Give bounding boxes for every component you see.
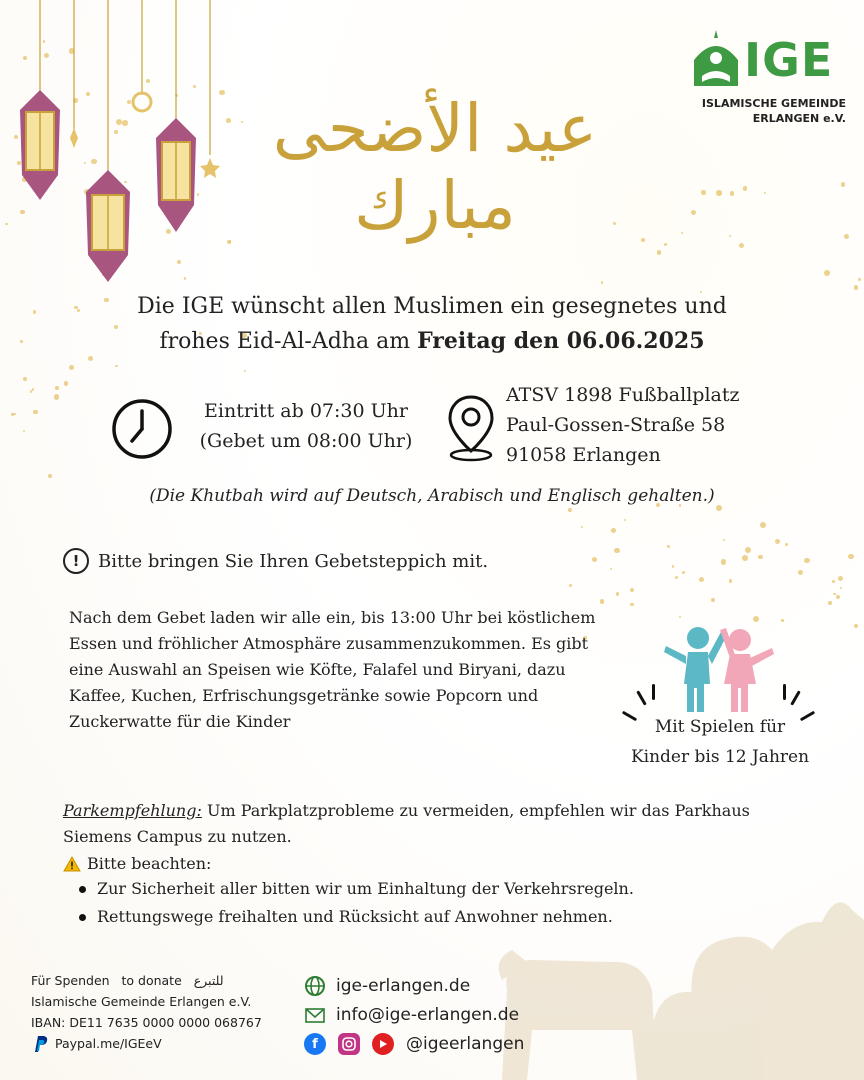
sparkle-dot — [244, 370, 246, 372]
donate-label-de: Für Spenden — [31, 973, 110, 988]
paypal-link[interactable]: Paypal.me/IGEeV — [55, 1036, 162, 1051]
sparkle-dot — [675, 576, 679, 580]
sparkle-dot — [844, 234, 849, 239]
sparkle-dot — [611, 528, 616, 533]
kids-games-note — [615, 712, 825, 772]
sparkle-dot — [630, 603, 633, 606]
children-icon — [660, 622, 780, 714]
sparkle-dot — [758, 555, 762, 559]
website-link[interactable]: ige-erlangen.de — [336, 976, 471, 996]
eid-mubarak-arabic: عيد الأضحى مبارك — [272, 90, 598, 244]
sparkle-dot — [781, 619, 784, 622]
rules-list — [75, 875, 634, 931]
headline — [60, 290, 804, 359]
sparkle-dot — [721, 559, 727, 565]
sparkle-dot — [804, 558, 810, 564]
sparkle-dot — [624, 519, 626, 521]
entry-time: Eintritt ab 07:30 Uhr — [204, 400, 408, 422]
sparkle-dot — [739, 243, 744, 248]
sparkle-dot — [48, 474, 52, 478]
website-row — [304, 972, 524, 1000]
logo-org-line2: ERLANGEN e.V. — [752, 112, 846, 125]
sparkle-dot — [729, 579, 732, 582]
sparkle-dot — [664, 243, 667, 246]
prayer-mat-reminder — [63, 545, 488, 577]
email-row — [304, 1001, 524, 1029]
donate-label-ar: للتبرع — [193, 973, 224, 988]
youtube-icon[interactable] — [372, 1033, 394, 1055]
invitation-paragraph: Nach dem Gebet laden wir alle ein, bis 13:00 Uhr bei köstlichem Essen und fröhlicher Atmosphäre zusammenzukommen. Es gibt eine Auswahl an Speisen wie Köfte, Falafel und Biryani, dazu Kaffee, Kuchen, Erfrischungsgetränke sowie Popcorn und Zuckerwatte für die Kinder — [69, 608, 596, 731]
parking-recommendation — [63, 798, 803, 850]
mail-icon — [304, 1004, 326, 1026]
sparkle-dot — [841, 182, 845, 186]
sparkle-dot — [764, 192, 766, 194]
social-handle[interactable]: @igeerlangen — [406, 1034, 525, 1054]
facebook-icon[interactable]: f — [304, 1033, 326, 1055]
sparkle-dot — [115, 365, 117, 367]
sparkle-dot — [69, 365, 74, 370]
headline-line1: Die IGE wünscht allen Muslimen ein gesegnetes und — [137, 294, 727, 319]
sparkle-dot — [569, 584, 572, 587]
paypal-row — [31, 1033, 301, 1054]
headline-line2 — [60, 324, 804, 359]
iban: IBAN: DE11 7635 0000 0000 068767 — [31, 1015, 262, 1030]
donate-org: Islamische Gemeinde Erlangen e.V. — [31, 994, 252, 1009]
logo-org-name — [686, 96, 846, 126]
sparkle-dot — [30, 390, 32, 392]
attention-note — [63, 851, 211, 877]
mosque-book-logo-icon — [686, 28, 746, 88]
sparkle-dot — [667, 545, 670, 548]
sparkle-dot — [729, 235, 731, 237]
sparkle-dot — [64, 381, 69, 386]
time-info — [190, 396, 422, 456]
sparkle-dot — [854, 285, 859, 290]
sparkle-dot — [723, 539, 725, 541]
sparkle-dot — [699, 577, 704, 582]
prayer-time: (Gebet um 08:00 Uhr) — [199, 430, 413, 452]
sparkle-dot — [568, 508, 571, 511]
sparkle-dot — [742, 555, 748, 561]
sparkle-dot — [785, 543, 788, 546]
kids-line2: Kinder bis 12 Jahren — [630, 747, 810, 767]
venue-name: ATSV 1898 Fußballplatz — [506, 384, 740, 406]
sparkle-dot — [760, 522, 766, 528]
burst-mark — [636, 690, 647, 705]
headline-line2-prefix: frohes Eid-Al-Adha am — [159, 329, 418, 354]
warning-icon — [63, 856, 81, 872]
sparkle-dot — [854, 624, 858, 628]
sparkle-dot — [828, 601, 832, 605]
sparkle-dot — [55, 386, 58, 389]
email-link[interactable]: info@ige-erlangen.de — [336, 1005, 520, 1025]
sparkle-dot — [23, 377, 27, 381]
kids-line1: Mit Spielen für — [654, 717, 786, 737]
attention-text: Bitte beachten: — [87, 854, 212, 873]
sparkle-dot — [681, 232, 683, 234]
sparkle-dot — [33, 410, 38, 415]
sparkle-dot — [614, 548, 619, 553]
sparkle-dot — [798, 570, 803, 575]
sparkle-dot — [743, 186, 747, 190]
reminder-text: Bitte bringen Sie Ihren Gebetsteppich mit. — [98, 550, 489, 572]
social-row — [304, 1030, 524, 1058]
globe-icon — [304, 975, 326, 997]
sparkle-dot — [657, 250, 661, 254]
sparkle-dot — [716, 190, 721, 195]
donation-info — [31, 970, 301, 1054]
sparkle-dot — [701, 190, 705, 194]
donate-label-en: to donate — [121, 973, 182, 988]
logo-letters: IGE — [744, 33, 834, 87]
sparkle-dot — [682, 571, 685, 574]
khutbah-note: (Die Khutbah wird auf Deutsch, Arabisch und Englisch gehalten.) — [149, 486, 715, 506]
location-info — [506, 380, 806, 470]
sparkle-dot — [610, 568, 612, 570]
logo-org-line1: ISLAMISCHE GEMEINDE — [701, 97, 846, 110]
burst-mark — [790, 690, 801, 705]
donate-label-row — [31, 970, 301, 991]
sparkle-dot — [848, 554, 854, 560]
sparkle-dot — [592, 557, 598, 563]
lantern-icon — [20, 90, 60, 200]
map-pin-icon — [446, 393, 496, 463]
sparkle-dot — [616, 592, 620, 596]
ige-logo — [686, 28, 846, 138]
venue-street: Paul-Gossen-Straße 58 — [506, 414, 726, 436]
eid-calligraphy — [225, 75, 645, 244]
sparkle-dot — [836, 595, 840, 599]
headline-date: Freitag den 06.06.2025 — [417, 328, 705, 354]
sparkle-dot — [832, 580, 836, 584]
parking-label: Parkempfehlung: — [63, 801, 202, 820]
list-item: Zur Sicherheit aller bitten wir um Einhaltung der Verkehrsregeln. — [75, 875, 634, 903]
burst-mark — [783, 684, 786, 700]
sparkle-dot — [730, 191, 735, 196]
instagram-icon[interactable] — [338, 1033, 360, 1055]
sparkle-dot — [600, 599, 604, 603]
sparkle-dot — [32, 388, 34, 390]
sparkle-dot — [711, 598, 715, 602]
sparkle-dot — [54, 394, 60, 400]
clock-icon — [110, 397, 174, 461]
sparkle-dot — [679, 616, 681, 618]
parking-text: Um Parkplatzprobleme zu vermeiden, empfehlen wir das Parkhaus Siemens Campus zu nutzen. — [63, 801, 750, 846]
sparkle-dot — [601, 281, 604, 284]
sparkle-dot — [824, 270, 830, 276]
sparkle-dot — [691, 210, 697, 216]
sparkle-dot — [581, 526, 583, 528]
lantern-decoration — [0, 0, 240, 300]
sparkle-dot — [745, 547, 751, 553]
sparkle-dot — [672, 565, 674, 567]
sparkle-dot — [838, 576, 843, 581]
sparkle-dot — [23, 430, 25, 432]
list-item: Rettungswege freihalten und Rücksicht auf Anwohner nehmen. — [75, 903, 634, 931]
sparkle-dot — [20, 340, 23, 343]
sparkle-dot — [858, 278, 861, 281]
burst-mark — [652, 684, 655, 700]
sparkle-dot — [775, 539, 780, 544]
contact-info — [304, 972, 524, 1059]
paypal-icon — [31, 1035, 49, 1053]
sparkle-dot — [840, 587, 843, 590]
exclamation-icon: ! — [63, 548, 89, 574]
sparkle-dot — [833, 593, 835, 595]
sparkle-dot — [630, 588, 634, 592]
sparkle-dot — [33, 310, 37, 314]
venue-city: 91058 Erlangen — [506, 444, 661, 466]
